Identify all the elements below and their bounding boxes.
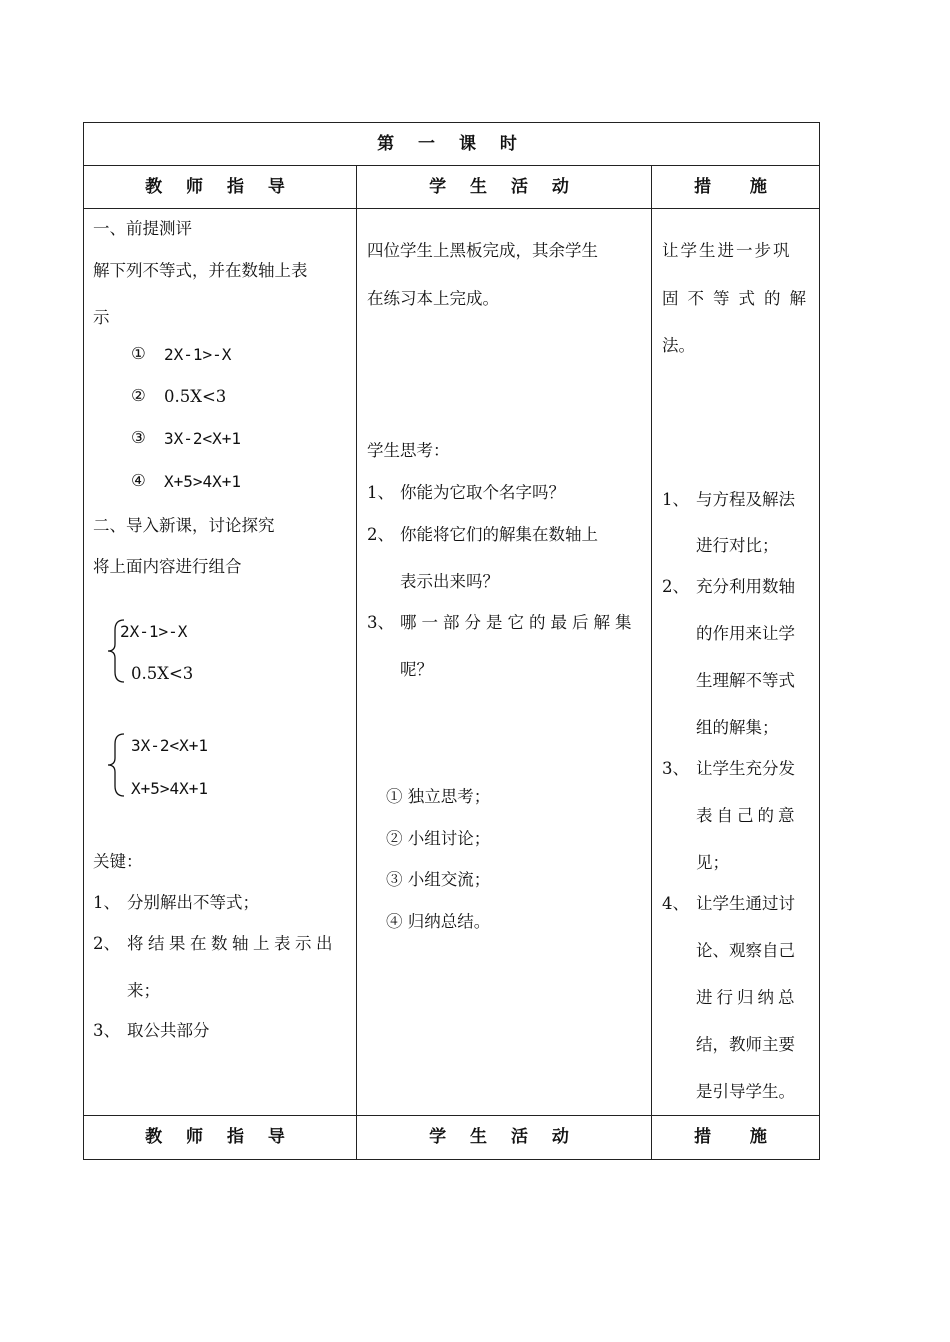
measure-number: 3、 <box>662 759 689 778</box>
section-heading: 一、前提测评 <box>93 219 192 238</box>
lesson-title: 第 一 课 时 <box>377 134 526 154</box>
measure-text: 让学生通过讨 <box>696 894 795 913</box>
combine-text: 将上面内容进行组合 <box>93 557 242 576</box>
question-text: 哪一部分是它的最后解集 <box>400 613 637 632</box>
measure-number: 4、 <box>662 894 689 913</box>
think-label: 学生思考： <box>367 441 450 460</box>
step-item: ④ 归纳总结。 <box>386 912 491 931</box>
table-border-right <box>819 122 820 1160</box>
column-divider <box>356 165 357 1160</box>
item-marker: ③ <box>131 428 146 447</box>
question-number: 1、 <box>367 483 394 502</box>
header-student-activity: 学 生 活 动 <box>429 177 578 197</box>
measure-text: 的作用来让学 <box>696 624 795 643</box>
measure-text: 表自己的意 <box>696 806 799 825</box>
row-divider <box>83 208 820 209</box>
measure-intro: 让学生进一步巩 <box>662 241 792 260</box>
system-inequality: 3X-2<X+1 <box>131 736 209 755</box>
key-number: 2、 <box>93 934 120 953</box>
inequality-item: 3X-2<X+1 <box>164 429 242 448</box>
key-text: 取公共部分 <box>127 1021 210 1040</box>
measure-text: 与方程及解法 <box>696 490 795 509</box>
header-teacher-guidance: 教 师 指 导 <box>145 177 294 197</box>
measure-intro: 固不等式的解 <box>662 289 815 308</box>
measure-text: 生理解不等式 <box>696 671 795 690</box>
instruction-text: 示 <box>93 308 110 327</box>
measure-text: 进行对比； <box>696 536 779 555</box>
brace-icon <box>106 732 128 798</box>
footer-header-student-activity: 学 生 活 动 <box>429 1127 578 1147</box>
key-number: 1、 <box>93 893 120 912</box>
student-intro: 四位学生上黑板完成，其余学生 <box>367 241 598 260</box>
step-item: ③ 小组交流； <box>386 870 491 889</box>
table-border-left <box>83 122 84 1160</box>
system-inequality: 2X-1>-X <box>120 622 188 641</box>
question-text: 你能为它取个名字吗？ <box>400 483 565 502</box>
measure-text: 让学生充分发 <box>696 759 795 778</box>
measure-text: 见； <box>696 853 729 872</box>
item-marker: ② <box>131 386 146 405</box>
footer-header-teacher-guidance: 教 师 指 导 <box>145 1127 294 1147</box>
measure-text: 论、观察自己 <box>696 941 795 960</box>
measure-text: 是引导学生。 <box>696 1082 795 1101</box>
item-marker: ① <box>131 344 146 363</box>
key-number: 3、 <box>93 1021 120 1040</box>
table-border-bottom <box>83 1159 820 1160</box>
question-text: 表示出来吗？ <box>400 572 499 591</box>
column-divider <box>651 165 652 1160</box>
inequality-item: 2X-1>-X <box>164 345 232 364</box>
question-text: 你能将它们的解集在数轴上 <box>400 525 598 544</box>
measure-intro: 法。 <box>662 336 695 355</box>
header-measures: 措 施 <box>694 177 776 197</box>
measure-text: 组的解集； <box>696 718 779 737</box>
row-divider <box>83 165 820 166</box>
inequality-item: 0.5X<3 <box>164 387 227 406</box>
item-marker: ④ <box>131 471 146 490</box>
question-text: 呢？ <box>400 660 433 679</box>
measure-text: 进行归纳总 <box>696 988 799 1007</box>
key-label: 关键： <box>93 852 143 871</box>
key-text: 将结果在数轴上表示出 <box>127 934 337 953</box>
table-border-top <box>83 122 820 123</box>
key-text: 来； <box>127 981 160 1000</box>
inequality-item: X+5>4X+1 <box>164 472 242 491</box>
question-number: 3、 <box>367 613 394 632</box>
instruction-text: 解下列不等式，并在数轴上表 <box>93 261 308 280</box>
student-intro: 在练习本上完成。 <box>367 289 499 308</box>
measure-number: 2、 <box>662 577 689 596</box>
measure-text: 结，教师主要 <box>696 1035 795 1054</box>
section-heading: 二、导入新课，讨论探究 <box>93 516 275 535</box>
step-item: ① 独立思考； <box>386 787 491 806</box>
key-text: 分别解出不等式； <box>127 893 259 912</box>
row-divider <box>83 1115 820 1116</box>
system-inequality: 0.5X<3 <box>131 664 194 683</box>
system-inequality: X+5>4X+1 <box>131 779 209 798</box>
step-item: ② 小组讨论； <box>386 829 491 848</box>
footer-header-measures: 措 施 <box>694 1127 776 1147</box>
measure-text: 充分利用数轴 <box>696 577 795 596</box>
question-number: 2、 <box>367 525 394 544</box>
measure-number: 1、 <box>662 490 689 509</box>
